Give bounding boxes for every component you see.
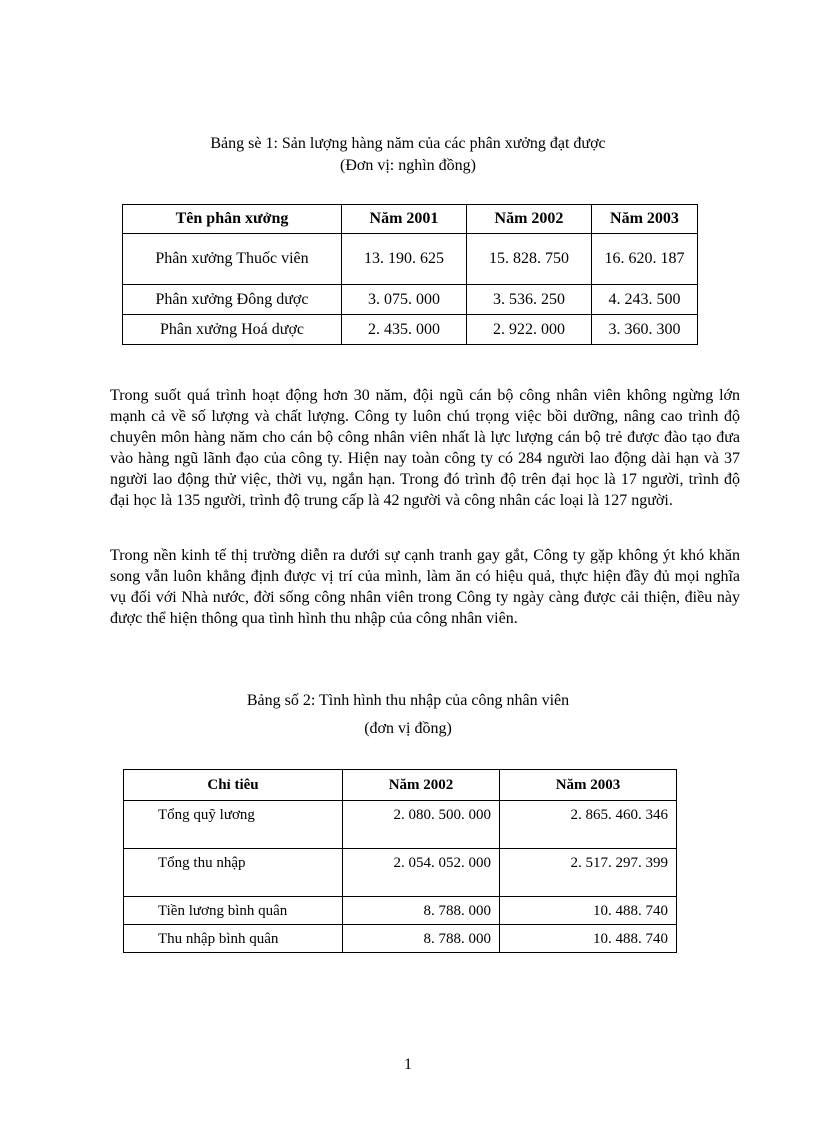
column-header: Năm 2003 [500,770,677,801]
indicator-label: Tổng thu nhập [124,849,343,897]
table-row [124,849,677,897]
column-header: Tên phân xưởng [123,205,342,234]
table-row [124,925,677,953]
column-header: Năm 2003 [592,205,698,234]
table-row [123,315,698,345]
workshop-name: Phân xưởng Đông dược [123,285,342,315]
column-header: Năm 2001 [342,205,467,234]
table1-caption: Bảng sè 1: Sản lượng hàng năm của các phân xưởng đạt được [210,135,606,152]
indicator-label: Thu nhập bình quân [124,925,343,953]
column-header: Năm 2002 [343,770,500,801]
table-header-row [123,205,698,234]
cell-value: 2. 435. 000 [342,315,467,345]
cell-value: 3. 360. 300 [592,315,698,345]
table-row [124,801,677,849]
table-row [123,234,698,285]
body-paragraph: Trong nền kinh tế thị trường diễn ra dưới sự cạnh tranh gay gắt, Công ty gặp không ýt khó khăn song vẫn luôn khẳng định được vị trí của mình, làm ăn có hiệu quả, thực hiện đầy đủ mọi nghĩa vụ đối với Nhà nước, đời sống công nhân viên trong Công ty ngày càng được cải thiện, điều này được thể hiện thông qua tình hình thu nhập của công nhân viên. [110,547,740,627]
page-number: 1 [404,1056,412,1073]
cell-value: 2. 517. 297. 399 [500,849,677,897]
column-header: Chỉ tiêu [124,770,343,801]
cell-value: 15. 828. 750 [467,234,592,285]
cell-value: 4. 243. 500 [592,285,698,315]
indicator-label: Tiền lương bình quân [124,897,343,925]
cell-value: 2. 054. 052. 000 [343,849,500,897]
cell-value: 16. 620. 187 [592,234,698,285]
production-table [122,204,698,345]
cell-value: 2. 865. 460. 346 [500,801,677,849]
table2-caption: Bảng số 2: Tình hình thu nhập của công nhân viên [246,692,570,709]
indicator-label: Tổng quỹ lương [124,801,343,849]
table1-unit: (Đơn vị: nghìn đồng) [339,157,476,174]
cell-value: 2. 922. 000 [467,315,592,345]
body-paragraph: Trong suốt quá trình hoạt động hơn 30 năm, đội ngũ cán bộ công nhân viên không ngừng lớn mạnh cả về số lượng và chất lượng. Công ty luôn chú trọng việc bồi dưỡng, nâng cao trình độ chuyên môn hàng năm cho cán bộ công nhân viên nhất là lực lượng cán bộ trẻ được đào tạo đưa vào hàng ngũ lãnh đạo của công ty. Hiện nay toàn công ty có 284 người lao động dài hạn và 37 người lao động thử việc, thời vụ, ngắn hạn. Trong đó trình độ trên đại học là 17 người, trình độ đại học là 135 người, trình độ trung cấp là 42 người và công nhân các loại là 127 người. [110,387,740,509]
cell-value: 8. 788. 000 [343,897,500,925]
workshop-name: Phân xưởng Thuốc viên [123,234,342,285]
cell-value: 13. 190. 625 [342,234,467,285]
table-header-row [124,770,677,801]
cell-value: 3. 075. 000 [342,285,467,315]
income-table [123,769,677,953]
cell-value: 10. 488. 740 [500,925,677,953]
cell-value: 2. 080. 500. 000 [343,801,500,849]
cell-value: 3. 536. 250 [467,285,592,315]
cell-value: 10. 488. 740 [500,897,677,925]
table-row [123,285,698,315]
column-header: Năm 2002 [467,205,592,234]
table2-unit: (đơn vị đồng) [364,720,452,737]
workshop-name: Phân xưởng Hoá dược [123,315,342,345]
table-row [124,897,677,925]
cell-value: 8. 788. 000 [343,925,500,953]
